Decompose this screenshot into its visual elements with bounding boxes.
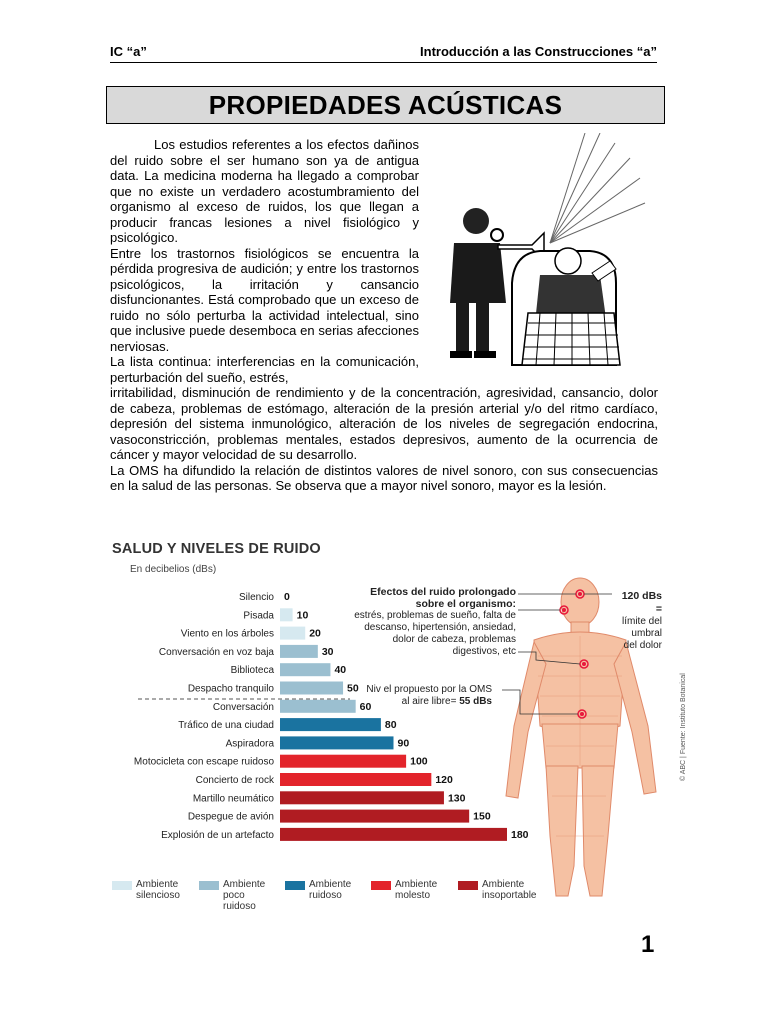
value-label: 150 [473,810,491,823]
paragraph-3b: irritabilidad, disminución de rendimiento y de la concentración, agresividad, cansancio, dolor de cabeza, problemas de estómago, alteración de la presión arterial y/o del ritmo cardíaco, depresión del sistema inmunológico, alteración de los niveles de segregación endocrina, vasoconstricción, problemas mentales, estados depresivos, aumento de la ocurrencia de cáncer y mayor velocidad de su desarrollo. [110,385,658,462]
bar [280,755,406,768]
legend-label: Ambiente ruidoso [309,879,352,901]
category-label: Conversación [212,701,274,713]
oms-value: 55 dBs [459,696,492,707]
category-label: Explosión de un artefacto [161,829,274,841]
oms-text [352,684,492,708]
cartoon-illustration [440,133,668,371]
value-label: 10 [296,609,309,622]
page-title: PROPIEDADES ACÚSTICAS [208,89,563,120]
paragraph-3a: La lista continua: interferencias en la comunicación, perturbación del sueño, estrés, [110,354,419,385]
value-label: 50 [347,682,359,695]
category-label: Viento en los árboles [180,628,274,640]
value-label: 0 [284,591,290,603]
bar [280,645,318,658]
header-left: IC “a” [110,44,147,59]
value-label: 20 [309,627,321,640]
value-label: 60 [359,700,372,713]
infographic [108,536,700,912]
effects-title: Efectos del ruido prolongado sobre el organismo: [370,586,516,610]
bar [280,627,305,640]
category-label: Tráfico de una ciudad [178,720,274,732]
legend-label: Ambiente molesto [395,879,438,901]
category-label: Despegue de avión [187,811,274,823]
value-label: 30 [321,645,334,658]
paragraph-4: La OMS ha difundido la relación de distintos valores de nivel sonoro, con sus consecuencias en la salud de las personas. Se observa que a mayor nivel sonoro, mayor es la lesión. [110,462,658,493]
value-label: 130 [447,792,466,805]
bar [280,608,293,621]
legend-swatch [458,881,478,890]
infographic-subtitle: En decibelios (dBs) [130,564,217,575]
legend-label: Ambiente silencioso [136,879,180,901]
page-header [110,44,657,63]
value-label: 120 [435,774,453,786]
legend-label: Ambiente poco ruidoso [223,879,266,912]
value-label: 90 [397,737,410,750]
category-label: Aspiradora [225,738,274,750]
value-label: 100 [410,755,428,768]
paragraph-1: Los estudios referentes a los efectos dañinos del ruido sobre el ser humano son ya de antigua data. La medicina moderna ha llegado a comprobar que no existe un verdadero acostumbramiento del organismo al exceso de ruidos, los que llegan a producir francas lesiones a nivel fisiológico y psicológico. [110,137,419,245]
bar [280,700,356,713]
bar [280,773,431,786]
value-label: 180 [511,828,529,841]
value-label: 40 [334,664,347,677]
category-label: Concierto de rock [195,775,274,786]
bar [280,682,343,695]
legend-swatch [371,881,391,890]
effects-body: estrés, problemas de sueño, falta de descanso, hipertensión, ansiedad, dolor de cabeza, problemas digestivos, etc [354,610,516,657]
category-label: Motocicleta con escape ruidoso [133,756,274,768]
bar [280,736,394,749]
legend-swatch [112,881,132,890]
oms-line1: Niv el propuesto por la OMS [366,684,492,695]
bar [280,791,444,804]
value-label: 80 [384,719,397,732]
category-label: Conversación en voz baja [158,646,274,658]
threshold-text [618,590,662,652]
category-label: Silencio [238,592,274,603]
bar [280,810,469,823]
legend-label: Ambiente insoportable [482,879,537,901]
header-right: Introducción a las Construcciones “a” [420,44,657,59]
paragraph-2: Entre los trastornos fisiológicos se encuentra la pérdida progresiva de audición; y entre los trastornos psicológicos, la irritación y cansancio disfuncionantes. Está comprobado que un exceso de ruido no sólo perturba la actividad intelectual, sino que inclusive puede desemboca en serias afecciones nerviosas. [110,245,419,354]
threshold-body: límite del umbral del dolor [621,616,662,651]
credit-text: © ABC | Fuente: Instituto Botanical [680,673,687,781]
infographic-title: SALUD Y NIVELES DE RUIDO [112,541,321,557]
category-label: Pisada [243,610,274,622]
legend-swatch [199,881,219,890]
bar [280,828,507,841]
category-label: Martillo neumático [192,793,274,805]
bar [280,718,381,731]
legend-swatch [285,881,305,890]
effects-text [352,586,516,658]
category-label: Despacho tranquilo [187,683,274,695]
title-box [106,86,665,124]
bar [280,663,330,676]
page-number: 1 [641,931,655,958]
threshold-value: 120 dBs = [621,590,662,615]
oms-line2: al aire libre= [401,696,457,707]
category-label: Biblioteca [230,665,274,677]
